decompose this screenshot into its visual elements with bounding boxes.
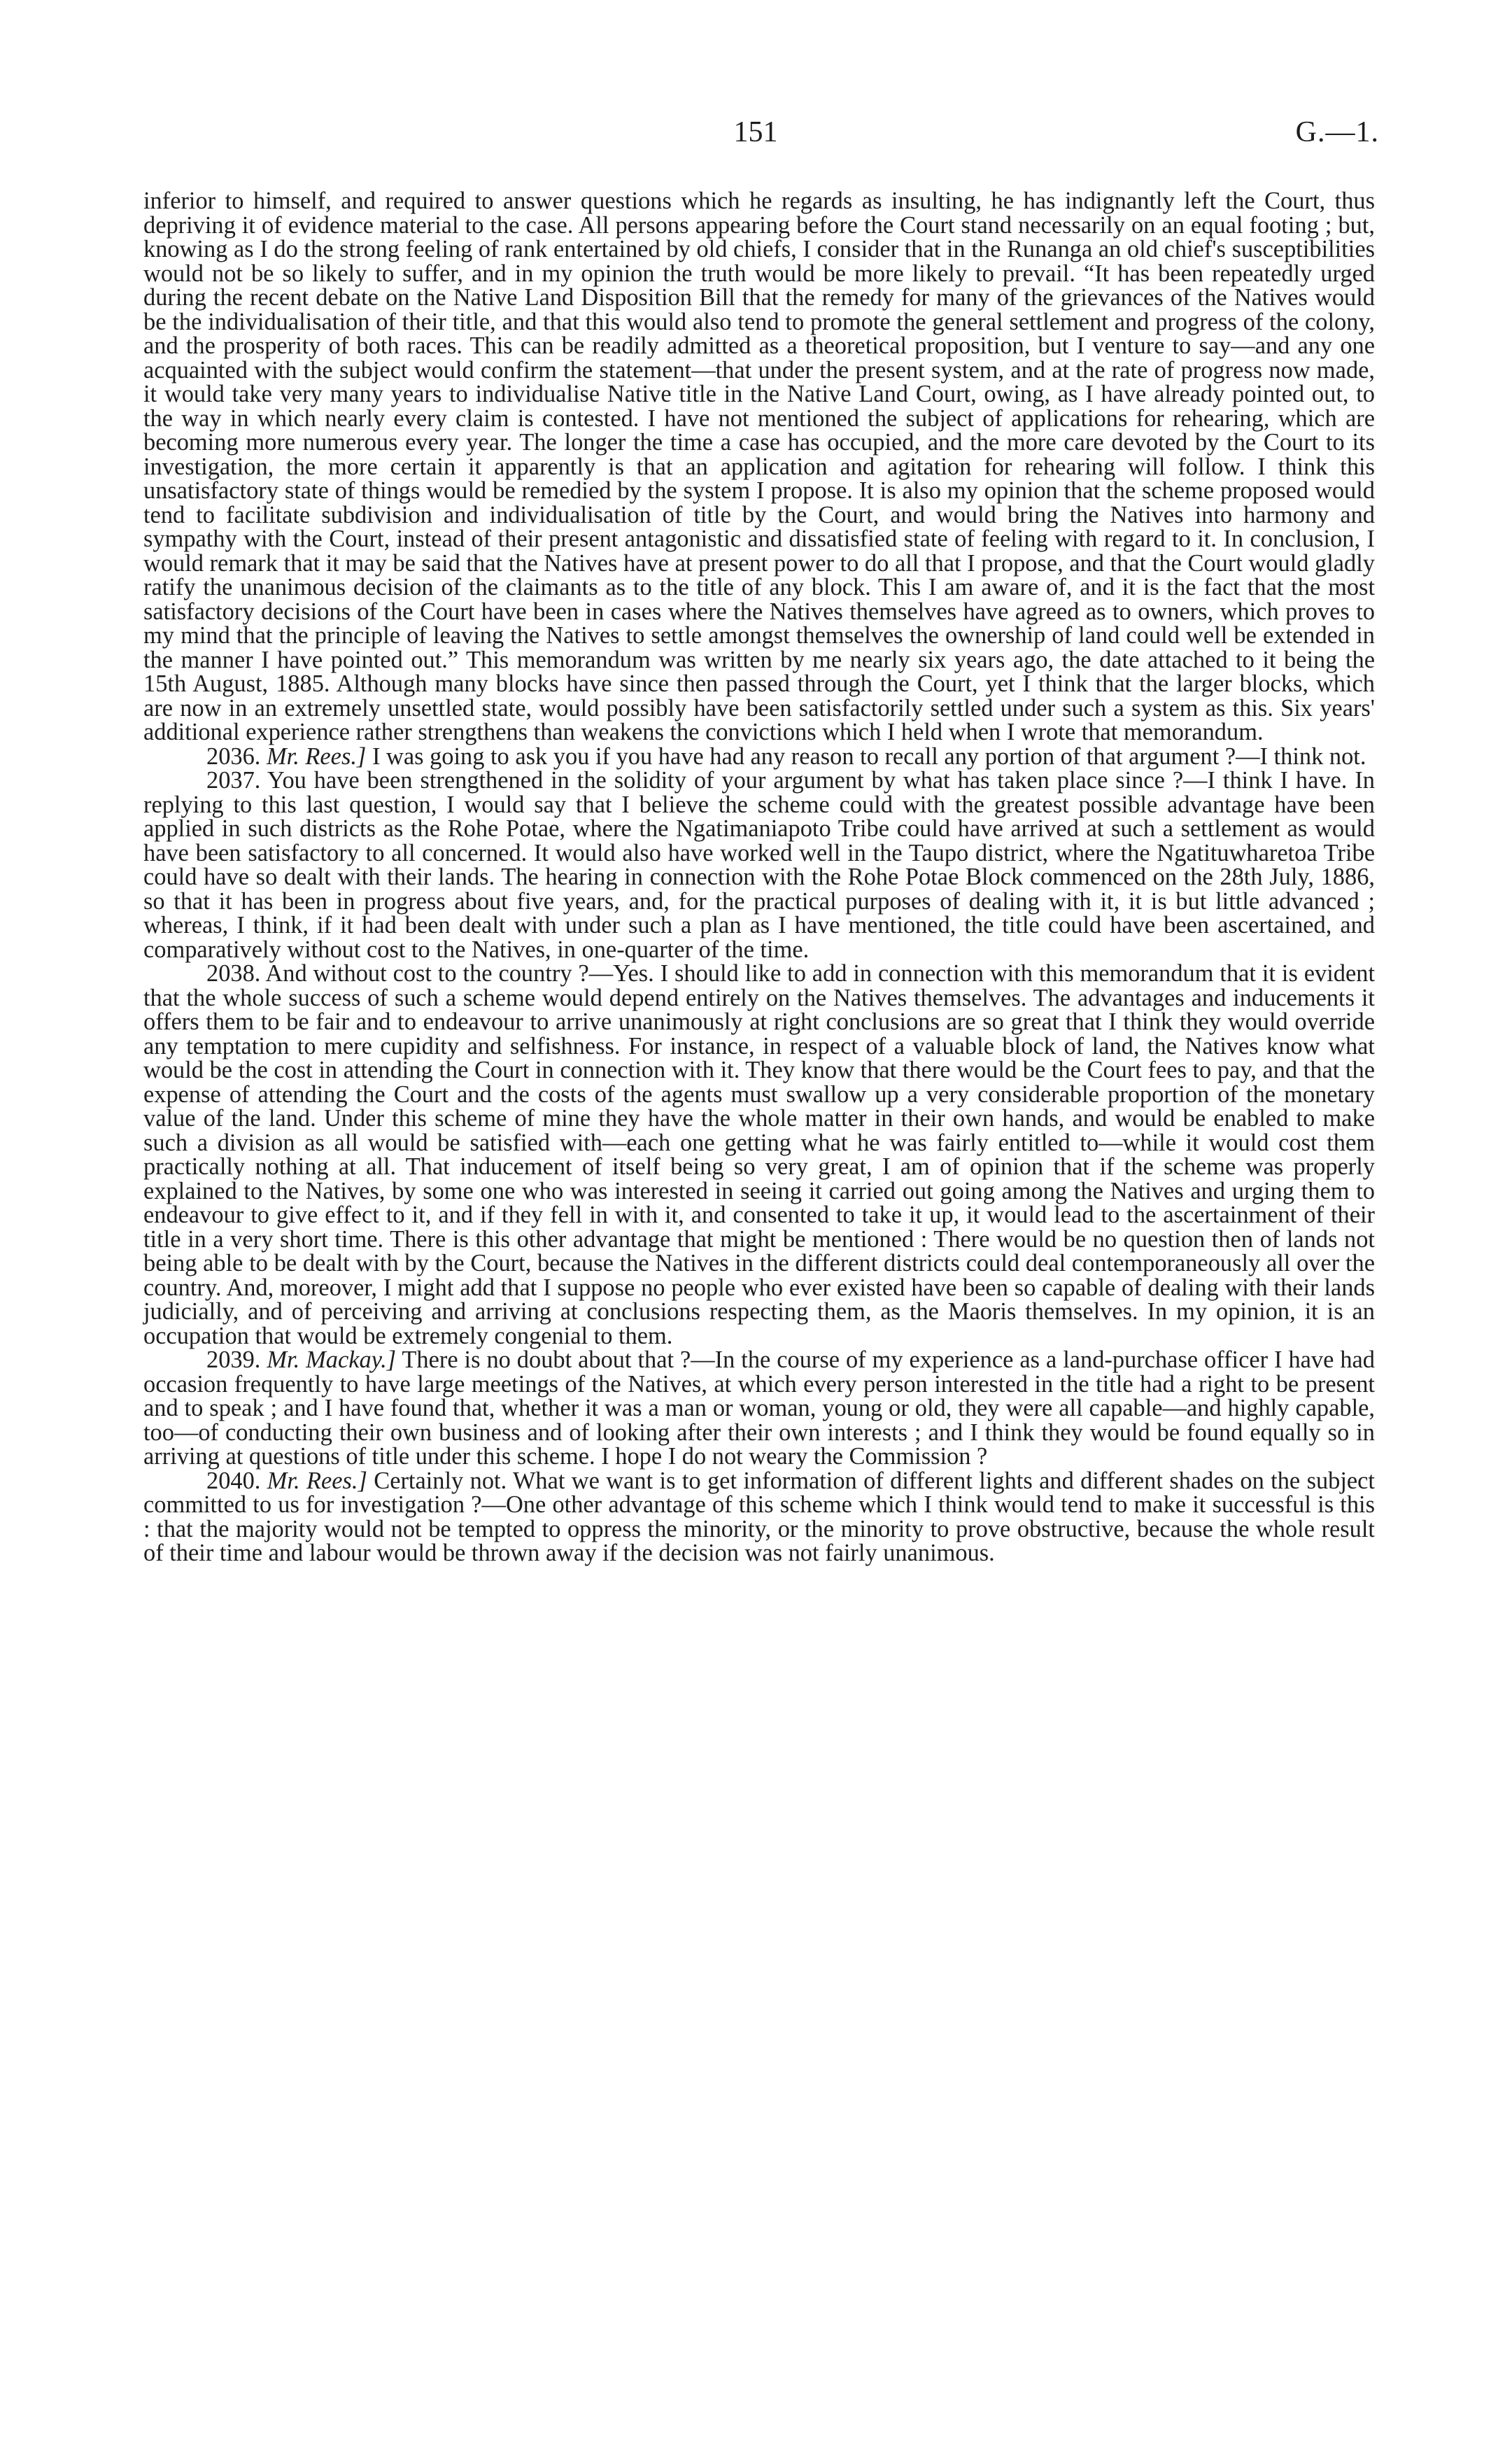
page-number: 151 [733,116,778,148]
question-2039 [143,1348,1375,1469]
question-2036 [143,745,1375,769]
question-number: 2036. [206,743,261,770]
document-body [143,189,1375,1566]
speaker-name: Mr. Rees.] [267,1467,367,1494]
question-number: 2037. [206,767,261,794]
speaker-name: Mr. Rees.] [267,743,367,770]
question-2040 [143,1469,1375,1566]
paragraph-text: I was going to ask you if you have had any reason to recall any portion of that argument ?—I think not. [372,743,1366,770]
paragraph-text: And without cost to the country ?—Yes. I should like to add in connection with this memorandum that it is evident that the whole success of such a scheme would depend entirely on the Natives themselves. The advantages and inducements it offers them to be fair and to endeavour to arrive unanimously at right conclusions are so great that I think they would override any temptation to mere cupidity and selfishness. For instance, in respect of a valuable block of land, the Natives know what would be the cost in attending the Court in connection with it. They know that there would be the Court fees to pay, and that the expense of attending the Court and the costs of the agents must swallow up a very considerable proportion of the monetary value of the land. Under this scheme of mine they have the whole matter in their own hands, and would be enabled to make such a division as all would be satisfied with—each one getting what he was fairly entitled to—while it would cost them practically nothing at all. That inducement of itself being so very great, I am of opinion that if the scheme was properly explained to the Natives, by some one who was interested in seeing it carried out going among the Natives and urging them to endeavour to give effect to it, and if they fell in with it, and consented to take it up, it would lead to the ascertainment of their title in a very short time. There is this other advantage that might be mentioned : There would be no question then of lands not being able to be dealt with by the Court, because the Natives in the different districts could deal contemporaneously all over the country. And, moreover, I might add that I suppose no people who ever existed have been so capable of dealing with their lands judicially, and of perceiving and arriving at conclusions respecting them, as the Maoris themselves. In my opinion, it is an occupation that would be extremely congenial to them. [143,960,1376,1349]
question-number: 2039. [206,1346,261,1373]
paragraph-text: You have been strengthened in the solidity of your argument by what has taken place since ?—I think I have. In replying to this last question, I would say that I believe the scheme could with the greatest possible advantage have been applied in such districts as the Rohe Potae, where the Ngatimaniapoto Tribe could have arrived at such a settlement as would have been satisfactory to all concerned. It would also have worked well in the Taupo district, where the Ngatituwharetoa Tribe could have so dealt with their lands. The hearing in connection with the Rohe Potae Block commenced on the 28th July, 1886, so that it has been in progress about five years, and, for the practical purposes of dealing with it, it is but little advanced ; whereas, I think, if it had been dealt with under such a plan as I have mentioned, the title could have been ascertained, and comparatively without cost to the Natives, in one-quarter of the time. [143,767,1375,963]
speaker-name: Mr. Mackay.] [267,1346,397,1373]
paragraph-text: Certainly not. What we want is to get information of different lights and different shades on the subject committed to us for investigation ?—One other advantage of this scheme which I think would tend to make it successful is this : that the majority would not be tempted to oppress the minority, or the minority to prove obstructive, because the whole result of their time and labour would be thrown away if the decision was not fairly unanimous. [143,1467,1375,1566]
question-number: 2038. [206,960,261,987]
question-2038 [143,962,1375,1348]
paragraph-text: inferior to himself, and required to answer questions which he regards as insulting, he has indignantly left the Court, thus depriving it of evidence material to the case. All persons appearing before the Court stand necessarily on an equal footing ; but, knowing as I do the strong feeling of rank entertained by old chiefs, I consider that in the Runanga an old chief's susceptibilities would not be so likely to suffer, and in my opinion the truth would be more likely to prevail. “It has been repeatedly urged during the recent debate on the Native Land Disposition Bill that the remedy for many of the grievances of the Natives would be the individualisation of their title, and that this would also tend to promote the general settlement and progress of the colony, and the prosperity of both races. This can be readily admitted as a theoretical proposition, but I venture to say—and any one acquainted with the subject would confirm the statement—that under the present system, and at the rate of progress now made, it would take very many years to individualise Native title in the Native Land Court, owing, as I have already pointed out, to the way in which nearly every claim is contested. I have not mentioned the subject of applications for rehearing, which are becoming more numerous every year. The longer the time a case has occupied, and the more care devoted by the Court to its investigation, the more certain it apparently is that an application and agitation for rehearing will follow. I think this unsatisfactory state of things would be remedied by the system I propose. It is also my opinion that the scheme proposed would tend to facilitate subdivision and individualisation of title by the Court, and would bring the Natives into harmony and sympathy with the Court, instead of their present antagonistic and dissatisfied state of feeling with regard to it. In conclusion, I would remark that it may be said that the Natives have at present power to do all that I propose, and that the Court would gladly ratify the unanimous decision of the claimants as to the title of any block. This I am aware of, and it is the fact that the most satisfactory decisions of the Court have been in cases where the Natives themselves have agreed as to owners, which proves to my mind that the principle of leaving the Natives to settle amongst themselves the ownership of land could well be extended in the manner I have pointed out.” This memorandum was written by me nearly six years ago, the date attached to it being the 15th August, 1885. Although many blocks have since then passed through the Court, yet I think that the larger blocks, which are now in an extremely unsettled state, would possibly have been satisfactorily settled under such a system as this. Six years' additional experience rather strengthens than weakens the convictions which I held when I wrote that memorandum. [143,188,1375,745]
paragraph-continued [143,189,1375,745]
paragraph-text: There is no doubt about that ?—In the course of my experience as a land-purchase officer I have had occasion frequently to have large meetings of the Natives, at which every person interested in the title had a right to be present and to speak ; and I have found that, whether it was a man or woman, young or old, they were all capable—and highly capable, too—of conducting their own business and of looking after their own interests ; and I think they would be found equally so in arriving at questions of title under this scheme. I hope I do not weary the Commission ? [143,1346,1375,1470]
document-code: G.—1. [1295,116,1379,148]
question-number: 2040. [206,1467,261,1494]
question-2037 [143,768,1375,962]
